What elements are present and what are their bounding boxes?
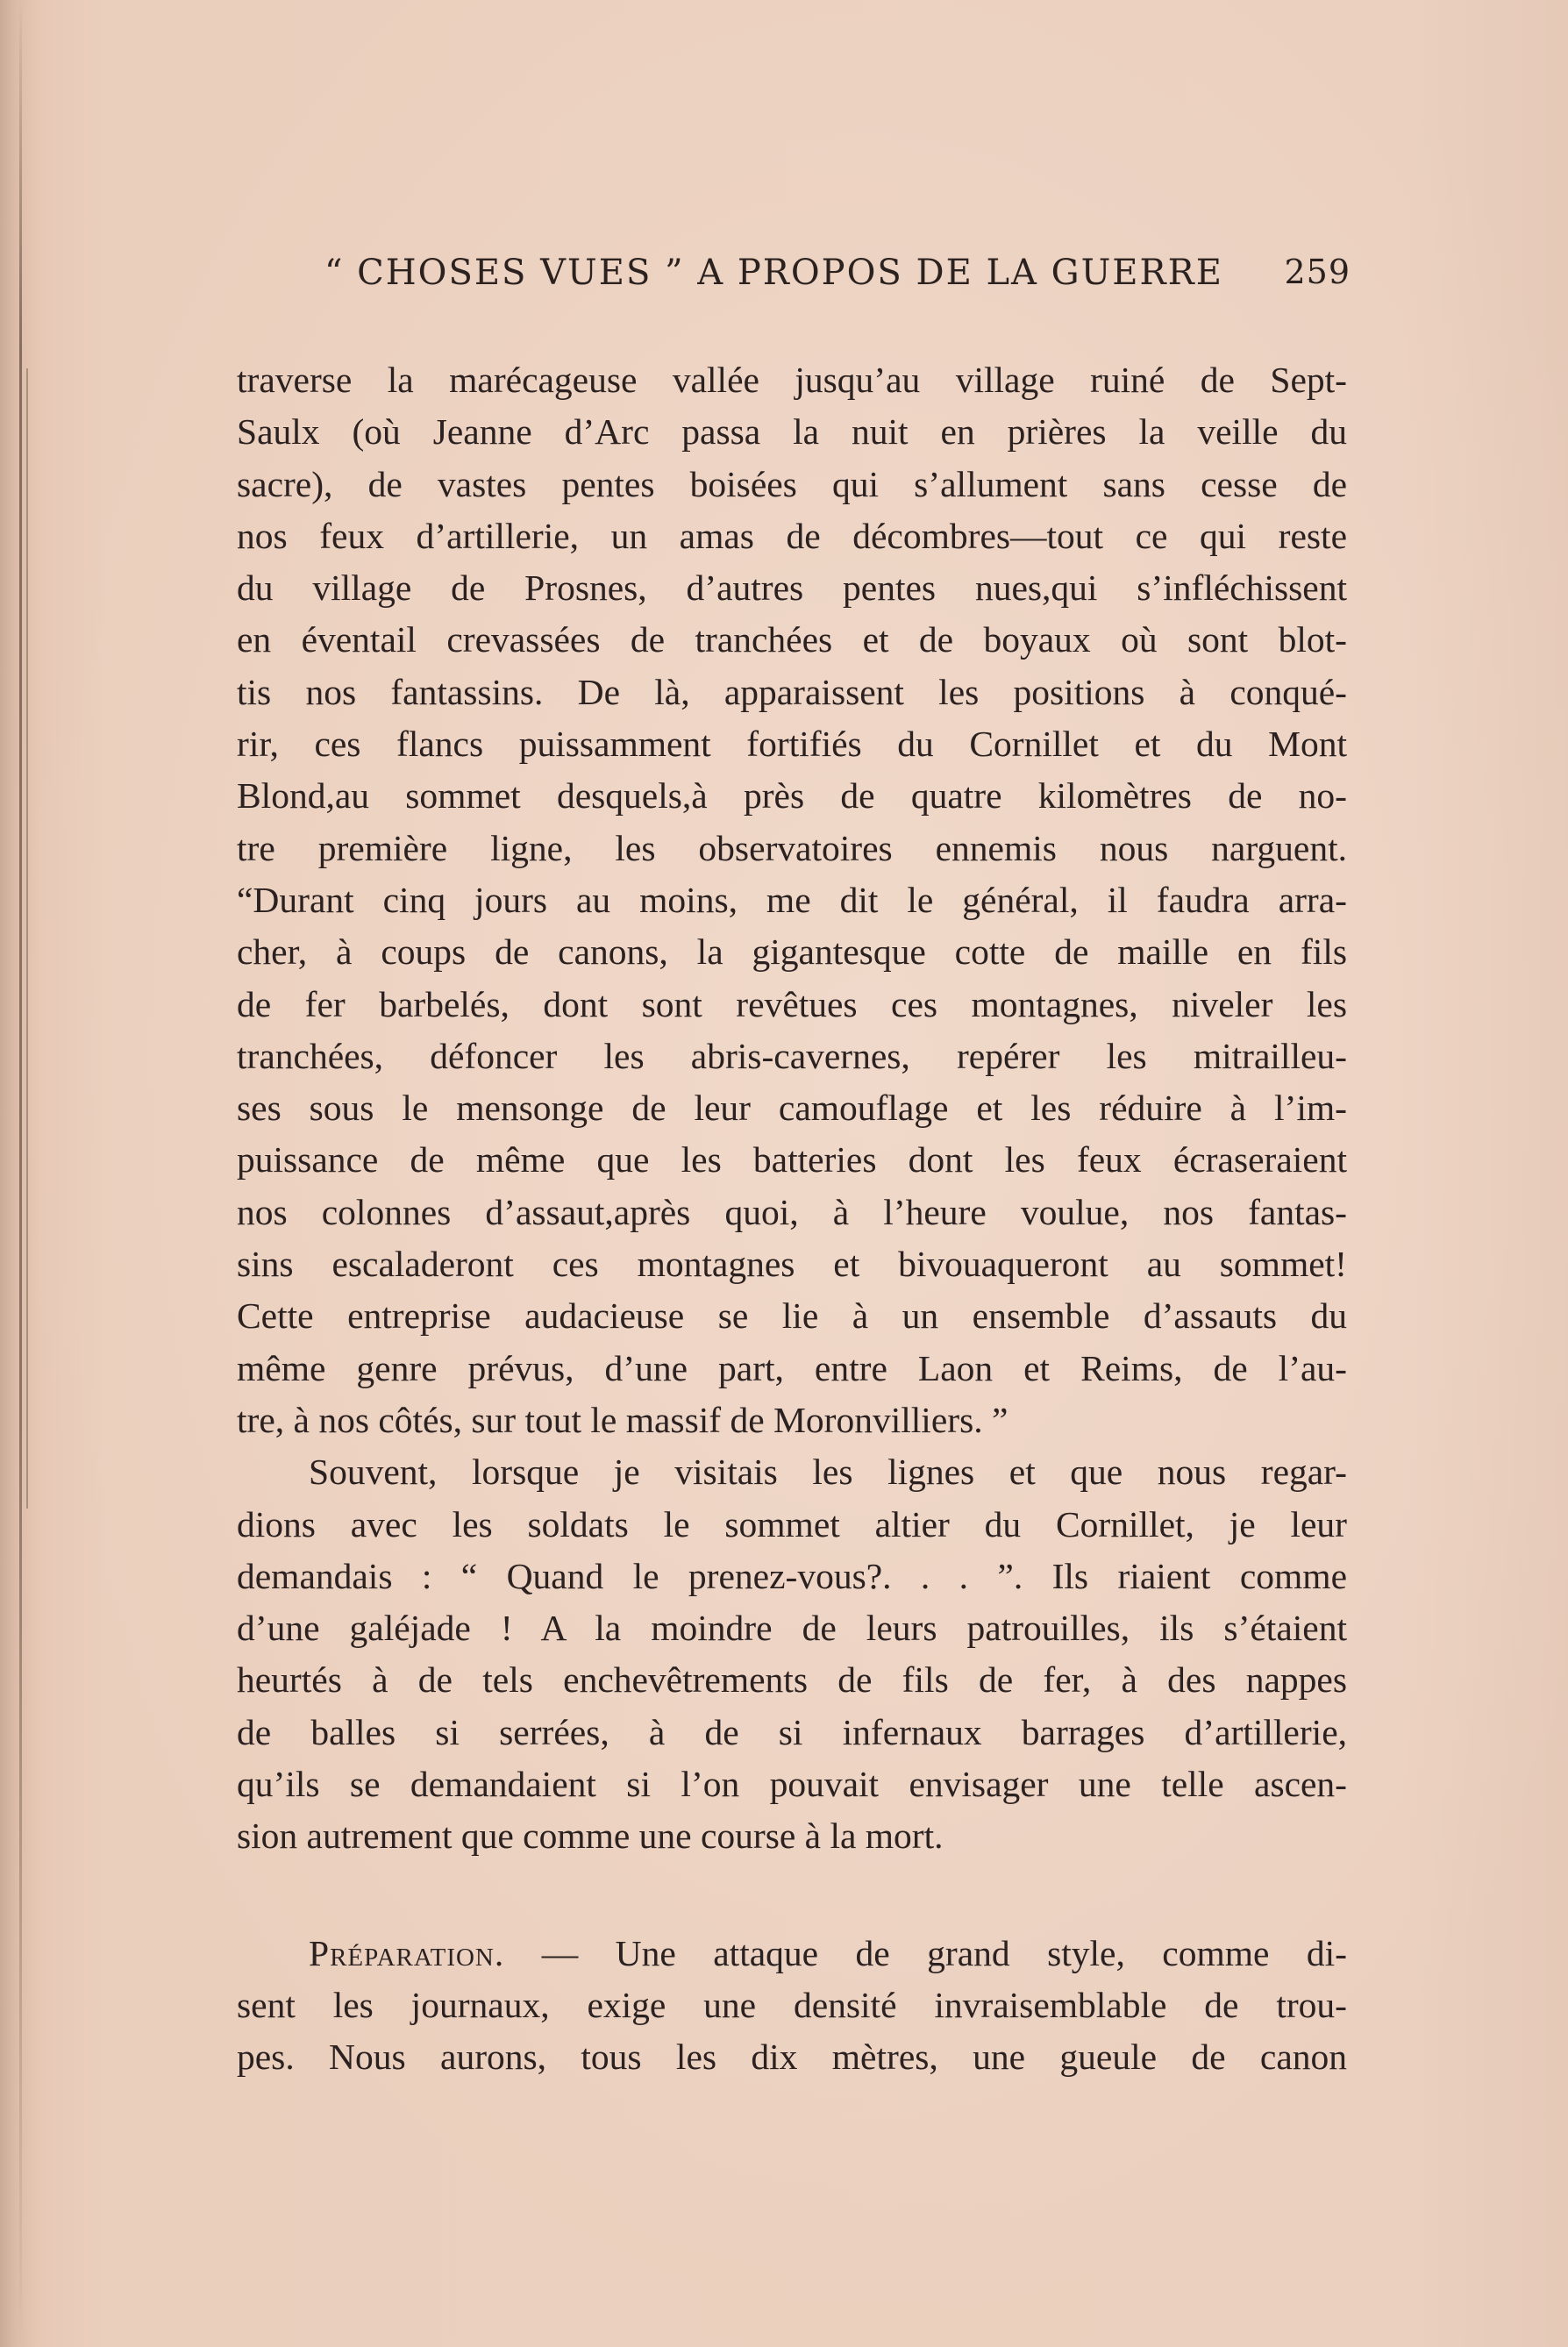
text-line <box>237 1928 1347 1980</box>
page-spine-line <box>26 368 28 1509</box>
paragraph-3 <box>237 1928 1347 2084</box>
text-line: tis nos fantassins. De là, apparaissent les positions à conqué- <box>237 671 1347 712</box>
page-number: 259 <box>1284 253 1351 291</box>
text-line: Cette entreprise audacieuse se lie à un ensemble d’assauts du <box>237 1295 1347 1337</box>
text-line: tranchées, défoncer les abris-cavernes, repérer les mitrailleu- <box>237 1035 1347 1076</box>
text-line: heurtés à de tels enchevêtrements de fils de fer, à des nappes <box>237 1659 1347 1701</box>
text-line: puissance de même que les batteries dont les feux écraseraient <box>237 1139 1347 1181</box>
text-line: sins escaladeront ces montagnes et bivouaqueront au sommet! <box>237 1244 1347 1285</box>
text-line: de balles si serrées, à de si infernaux barrages d’artillerie, <box>237 1711 1347 1752</box>
text-line: rir, ces flancs puissamment fortifiés du Cornillet et du Mont <box>237 724 1347 765</box>
page-spine-shadow <box>19 0 22 2347</box>
running-header-title: “ CHOSES VUES ” A PROPOS DE LA GUERRE <box>324 253 1223 293</box>
text-line: du village de Prosnes, d’autres pentes nues,qui s’infléchissent <box>237 567 1347 609</box>
running-header <box>237 253 1351 305</box>
text-line: Blond,au sommet desquels,à près de quatre kilomètres de no- <box>237 775 1347 817</box>
text-line-rest: — Une attaque de grand style, comme di- <box>504 1932 1347 1973</box>
text-line: “Durant cinq jours au moins, me dit le général, il faudra arra- <box>237 879 1347 920</box>
text-line: sent les journaux, exige une densité invraisemblable de trou- <box>237 1984 1347 2025</box>
text-line: Saulx (où Jeanne d’Arc passa la nuit en prières la veille du <box>237 411 1347 453</box>
text-line: nos colonnes d’assaut,après quoi, à l’heure voulue, nos fantas- <box>237 1191 1347 1232</box>
text-line: même genre prévus, d’une part, entre Laon et Reims, de l’au- <box>237 1347 1347 1388</box>
text-line: tre première ligne, les observatoires ennemis nous narguent. <box>237 827 1347 868</box>
text-line: ses sous le mensonge de leur camouflage et les réduire à l’im- <box>237 1088 1347 1129</box>
text-line: demandais : “ Quand le prenez-vous?. . . ”. Ils riaient comme <box>237 1555 1347 1596</box>
text-line: nos feux d’artillerie, un amas de décombres—tout ce qui reste <box>237 515 1347 556</box>
text-line: Souvent, lorsque je visitais les lignes et que nous regar- <box>309 1452 1347 1493</box>
text-line: en éventail crevassées de tranchées et de boyaux où sont blot- <box>237 619 1347 660</box>
text-line: d’une galéjade ! A la moindre de leurs patrouilles, ils s’étaient <box>237 1608 1347 1649</box>
section-gap <box>237 1863 1347 1928</box>
text-line: cher, à coups de canons, la gigantesque cotte de maille en fils <box>237 931 1347 973</box>
text-line: pes. Nous aurons, tous les dix mètres, une gueule de canon <box>237 2037 1347 2078</box>
body-text <box>237 354 1347 2084</box>
section-heading: Préparation. <box>309 1932 505 1973</box>
text-line: qu’ils se demandaient si l’on pouvait envisager une telle ascen- <box>237 1764 1347 1805</box>
text-line: dions avec les soldats le sommet altier du Cornillet, je leur <box>237 1503 1347 1544</box>
text-line: tre, à nos côtés, sur tout le massif de Moronvilliers. ” <box>237 1399 1009 1440</box>
paragraph-2 <box>237 1446 1347 1862</box>
text-line: sacre), de vastes pentes boisées qui s’allument sans cesse de <box>237 463 1347 504</box>
paragraph-1 <box>237 354 1347 1446</box>
text-line: de fer barbelés, dont sont revêtues ces montagnes, niveler les <box>237 983 1347 1024</box>
text-line: traverse la marécageuse vallée jusqu’au village ruiné de Sept- <box>237 360 1347 400</box>
text-line: sion autrement que comme une course à la mort. <box>237 1816 944 1857</box>
